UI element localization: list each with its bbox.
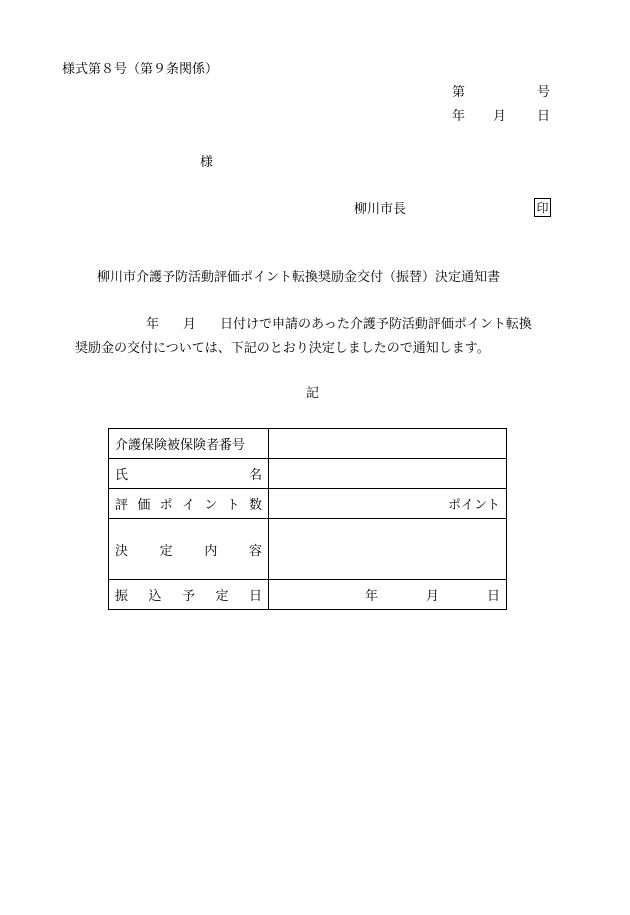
transfer-date-value[interactable] [269,580,507,610]
insured-number-label: 介護保険被保険者番号 [109,429,269,459]
date-year-label: 年 [452,109,466,124]
transfer-date-year: 年 [364,589,378,604]
form-number: 様式第８号（第９条関係） [62,62,219,77]
document-number-label: 第 [452,85,466,100]
points-label: 評 価 ポ イ ン ト 数 [109,489,269,519]
decision-content-value[interactable] [269,519,507,580]
points-value[interactable]: ポイント [269,489,507,519]
date-month-label: 月 [493,109,507,124]
table-row [109,459,507,489]
table-row [109,519,507,580]
body-month-label: 月 [183,317,197,332]
document-title: 柳川市介護予防活動評価ポイント転換奨励金交付（振替）決定通知書 [97,270,501,285]
transfer-date-day: 日 [486,589,500,604]
date-day-label: 日 [537,109,551,124]
table-row [109,429,507,459]
body-year-label: 年 [146,317,160,332]
name-value[interactable] [269,459,507,489]
ki-heading: 記 [306,386,320,401]
detail-table [108,428,507,610]
transfer-date-month: 月 [425,589,439,604]
body-paragraph-line-2: 奨励金の交付については、下記のとおり決定しましたので通知します。 [75,341,490,356]
table-row [109,580,507,610]
seal-stamp: 印 [534,198,551,217]
insured-number-value[interactable] [269,429,507,459]
transfer-date-label: 振 込 予 定 日 [109,580,269,610]
recipient-honorific: 様 [200,155,214,170]
name-label: 氏 名 [109,459,269,489]
body-text-line-1: 日付けで申請のあった介護予防活動評価ポイント転換 [220,317,532,332]
decision-content-label: 決 定 内 容 [109,519,269,580]
table-row [109,489,507,519]
body-paragraph-line-1 [146,318,532,331]
issuer-name: 柳川市長 [354,202,407,217]
document-number-suffix: 号 [537,85,551,100]
